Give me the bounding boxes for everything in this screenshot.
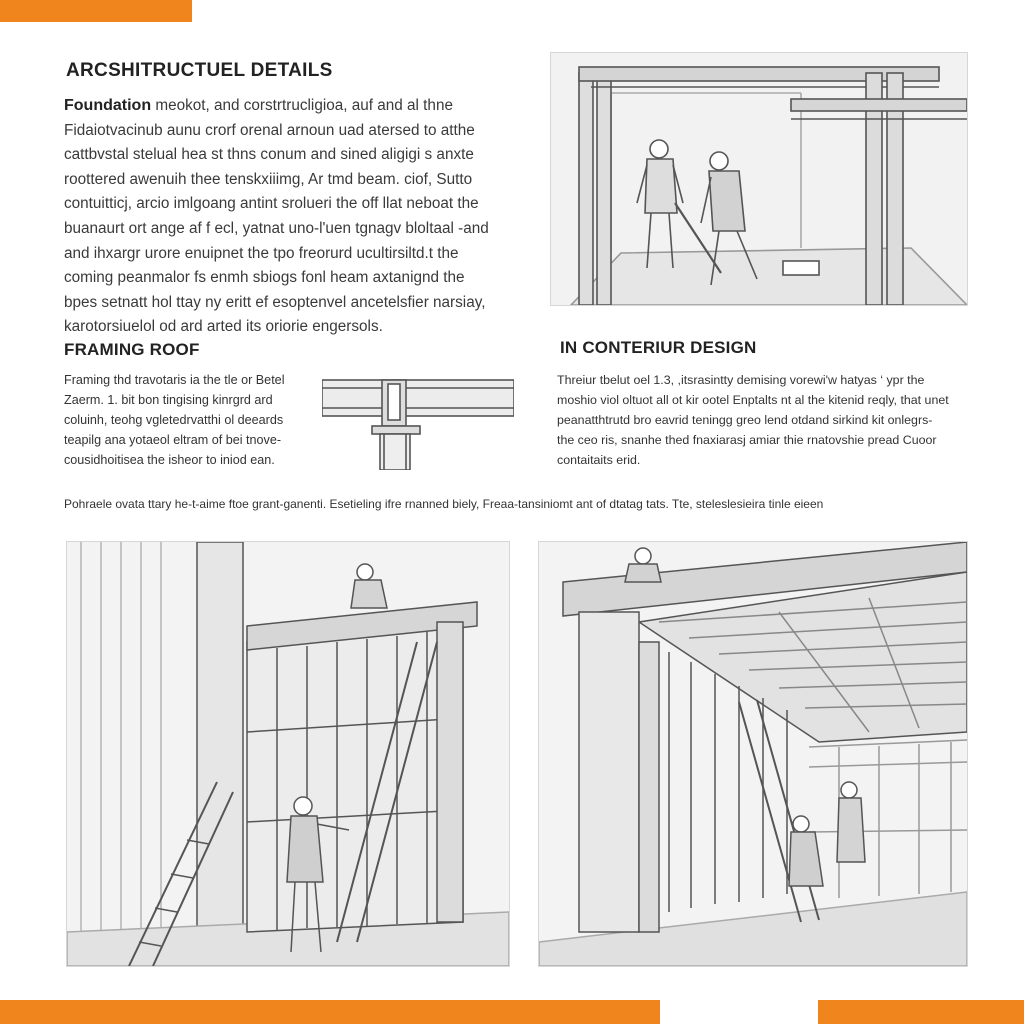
interior-design-text bbox=[557, 370, 977, 470]
intro-line: coming peanmalor fs enmh sbiogs fonl heam axtanignd the bbox=[64, 269, 465, 287]
interior-line: peanatthtrutd bro eavrid teningg greo lend otdand sirkind kit onlegrs- bbox=[557, 413, 933, 427]
interior-line: the ceo ris, snanhe thed fnaxiarasj amiar thie rnatovshie pread Cuoor bbox=[557, 433, 937, 447]
framing-line: Zaerm. 1. bit bon tingising kinrgrd ard bbox=[64, 393, 273, 407]
intro-line: bpes setnatt hol ttay ny eritt ef esoptenvel ancetelsfier narsiay, bbox=[64, 293, 486, 311]
intro-line: buanaurt ort ange af f ecl, yatnat uno-l'uen tgnagv bloltaal -and bbox=[64, 219, 489, 237]
page-title: ARCSHITRUCTUEL DETAILS bbox=[66, 60, 333, 81]
intro-paragraph bbox=[64, 94, 514, 340]
intro-line: Fidaiotvacinub aunu crorf orenal arnoun uad atersed to atthe bbox=[64, 121, 475, 139]
framing-line: coluinh, teohg vgletedrvatthi ol deeards bbox=[64, 413, 284, 427]
framing-line: teapilg ana yotaeol eltram of bei tnove- bbox=[64, 433, 282, 447]
intro-line: cattbvstal stelual hea st thns conum and sined aligigi s anxte bbox=[64, 146, 474, 164]
intro-line: and ihxargr urore enuipnet the tpo freorurd ucultirsiltd.t the bbox=[64, 244, 459, 262]
sketch-steel-beam-connection bbox=[322, 376, 514, 470]
framing-roof-text bbox=[64, 370, 314, 470]
bottom-accent-bar-right bbox=[818, 1000, 1024, 1024]
bottom-accent-bar-left bbox=[0, 1000, 660, 1024]
intro-line: roottered awenuih thee tenskxiiimg, Ar tmd beam. ciof, Sutto bbox=[64, 170, 473, 188]
intro-line: karotorsiuelol od ard arted its oriorie engersols. bbox=[64, 318, 383, 336]
intro-lead: Foundation bbox=[64, 97, 152, 114]
sketch-workers-framing-wall bbox=[66, 541, 510, 967]
interior-line: moshio viol oltuot all ot kir ootel Enptalts nt al the kitenid reqly, that unet bbox=[557, 393, 949, 407]
section-heading-framing-roof: FRAMING ROOF bbox=[64, 340, 200, 359]
sketch-roof-framing-interior bbox=[538, 541, 968, 967]
interior-line: contaitaits erid. bbox=[557, 453, 641, 467]
interior-line: Threiur tbelut oel 1.3, ,itsrasintty demising vorewi'w hatyas ‘ ypr the bbox=[557, 373, 925, 387]
intro-line: meokot, and corstrtrucligioa, auf and al thne bbox=[151, 97, 453, 114]
top-accent-bar bbox=[0, 0, 192, 22]
sketch-workers-moving-beam bbox=[550, 52, 968, 306]
section-heading-interior-design: IN CONTERIUR DESIGN bbox=[560, 338, 757, 357]
framing-line: Framing thd travotaris ia the tle or Betel bbox=[64, 373, 285, 387]
framing-line: cousidhoitisea the isheor to iniod ean. bbox=[64, 453, 275, 467]
intro-line: contuitticj, arcio imlgoang antint srolueri the off llat neboat the bbox=[64, 195, 479, 213]
figure-caption: Pohraele ovata ttary he-t-aime ftoe grant-ganenti. Esetieling ifre rnanned biely, Freaa-tansiniomt ant of dtatag tats. Tte, steleslesieira tinle eieen bbox=[64, 497, 824, 511]
